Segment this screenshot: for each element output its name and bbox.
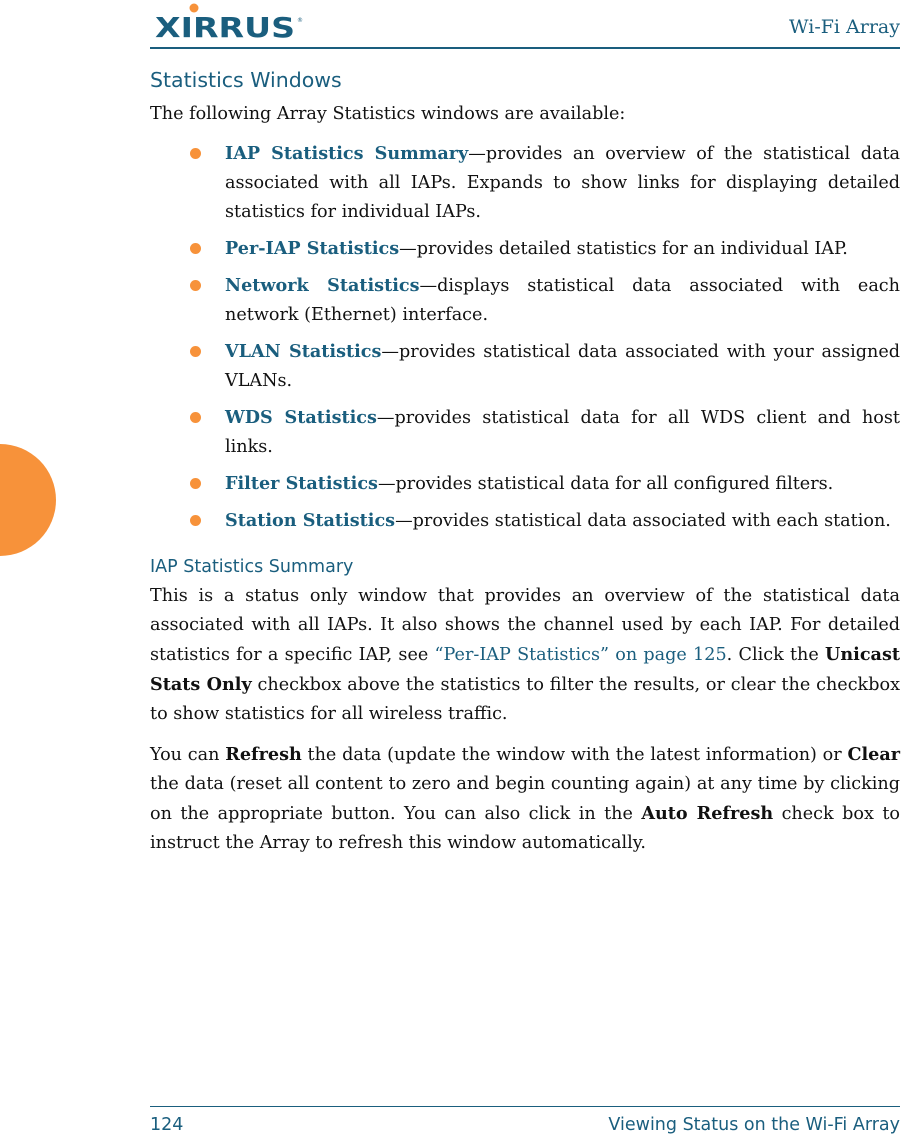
svg-text:®: ® — [297, 17, 303, 24]
item-description: —provides statistical data associated with your assigned VLANs. — [225, 342, 900, 391]
item-term-link[interactable]: Network Statistics — [225, 275, 420, 296]
list-item — [150, 234, 900, 264]
list-item — [150, 403, 900, 462]
item-term-link[interactable]: IAP Statistics Summary — [225, 143, 469, 164]
cross-reference-link[interactable]: “Per-IAP Statistics” on page 125 — [434, 645, 727, 665]
subsection-title: IAP Statistics Summary — [150, 557, 354, 577]
bullet-icon — [190, 515, 201, 526]
page-header — [150, 0, 900, 52]
page-number: 124 — [150, 1115, 184, 1135]
list-item — [150, 139, 900, 227]
statistics-window-list — [150, 139, 900, 536]
section-title: Statistics Windows — [150, 68, 342, 92]
chapter-tab-marker — [0, 444, 56, 556]
bullet-icon — [190, 346, 201, 357]
item-term-link[interactable]: Per-IAP Statistics — [225, 238, 400, 259]
list-item — [150, 271, 900, 330]
subsection-paragraph-2 — [150, 740, 900, 858]
list-item — [150, 469, 900, 499]
text-run: the data (update the window with the latest information) or — [301, 745, 848, 765]
svg-text:XIRRUS: XIRRUS — [155, 11, 295, 42]
text-run: check box to instruct the Array to refresh this window automatically. — [150, 804, 900, 853]
page-content — [150, 66, 900, 858]
running-head: Wi-Fi Array — [789, 16, 900, 38]
text-run: . Click the — [726, 645, 826, 665]
footer-title: Viewing Status on the Wi-Fi Array — [608, 1115, 900, 1135]
list-item — [150, 337, 900, 396]
bullet-icon — [190, 280, 201, 291]
header-rule — [150, 47, 900, 49]
item-term-link[interactable]: WDS Statistics — [225, 407, 377, 428]
subsection-paragraph-1 — [150, 582, 900, 729]
xirrus-logo — [154, 2, 304, 42]
bullet-icon — [190, 148, 201, 159]
list-item — [150, 506, 900, 536]
text-run: You can — [150, 745, 226, 765]
item-description: —provides an overview of the statistical data associated with all IAPs. Expands to show links for displaying detailed statistics for individual IAPs. — [225, 144, 901, 222]
bullet-icon — [190, 412, 201, 423]
item-description: —displays statistical data associated with each network (Ethernet) interface. — [225, 276, 900, 325]
item-term-link[interactable]: Filter Statistics — [225, 473, 378, 494]
text-run: the data (reset all content to zero and begin counting again) at any time by clicking on the appropriate button. You can also click in the — [150, 774, 900, 824]
intro-paragraph: The following Array Statistics windows are available: — [150, 104, 626, 124]
footer-rule — [150, 1106, 900, 1107]
item-description: —provides statistical data for all WDS client and host links. — [225, 408, 900, 457]
item-term-link[interactable]: VLAN Statistics — [225, 341, 382, 362]
bold-term: Refresh — [225, 744, 302, 765]
text-run: This is a status only window that provides an overview of the statistical data associated with all IAPs. It also shows the channel used by each IAP. For detailed statistics for a specific IAP, see — [150, 586, 900, 665]
bullet-icon — [190, 478, 201, 489]
item-term-link[interactable]: Station Statistics — [225, 510, 396, 531]
item-description: —provides detailed statistics for an individual IAP. — [399, 239, 848, 259]
bullet-icon — [190, 243, 201, 254]
text-run: checkbox above the statistics to filter the results, or clear the checkbox to show statistics for all wireless traffic. — [150, 675, 900, 724]
bold-term: Auto Refresh — [641, 803, 774, 824]
item-description: —provides statistical data associated with each station. — [395, 511, 891, 531]
item-description: —provides statistical data for all configured filters. — [377, 474, 834, 494]
bold-term: Unicast Stats Only — [150, 644, 900, 695]
page-footer — [150, 1106, 900, 1136]
bold-term: Clear — [847, 744, 901, 765]
